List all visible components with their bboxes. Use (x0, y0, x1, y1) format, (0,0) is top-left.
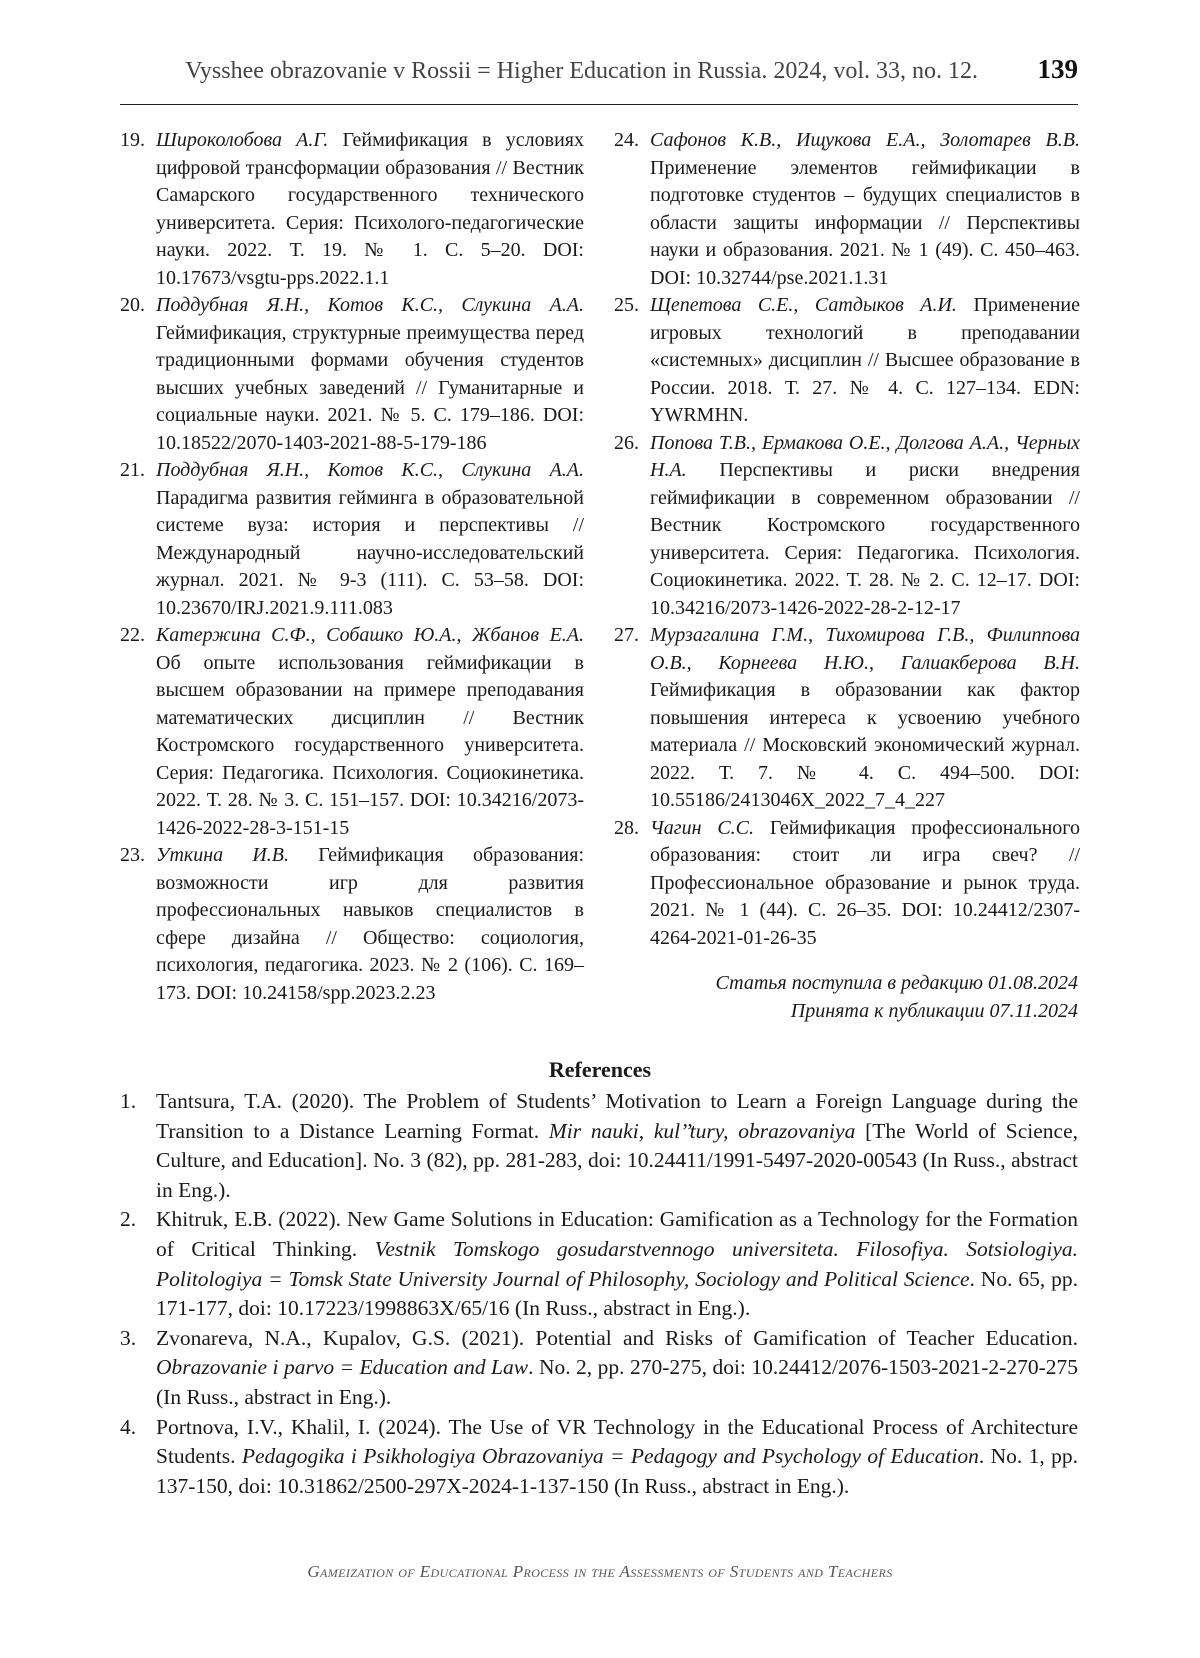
reference-journal: Mir nauki, kul’’tury, obrazovaniya (548, 1118, 856, 1143)
reference-authors: Попова Т.В., Ермакова О.Е., Долгова А.А., Черных Н.А. (650, 431, 1080, 481)
reference-details: . No. 1, pp. 137-150, doi: 10.31862/2500-297X-2024-1-137-150 (In Russ., abstract in Eng.). (156, 1444, 1078, 1498)
reference-item (120, 292, 584, 457)
right-column-references (614, 127, 1080, 952)
reference-number: 20. (120, 294, 145, 316)
running-footer: Gameization of Educational Process in the Assessments of Students and Teachers (307, 1562, 893, 1581)
reference-item (120, 127, 584, 292)
reference-text: Перспективы и риски внедрения геймификации в современном образовании // Вестник Костромского государственного университета. Серия: Педагогика. Психология. Социокинетика. 2022. Т. 28. № 2. С. 12–17. DOI: 10.34216/2073-1426-2022-28-2-12-17 (650, 459, 1080, 619)
english-references (120, 1087, 1078, 1501)
reference-authors: Сафонов К.В., Ищукова Е.А., Золотарев В.В. (650, 129, 1080, 151)
reference-text: Геймификация образования: возможности игр для развития профессиональных навыков специалистов в сфере дизайна // Общество: социология, психология, педагогика. 2023. № 2 (106). С. 169–173. DOI: 10.24158/spp.2023.2.23 (156, 844, 584, 1004)
reference-item (614, 127, 1080, 292)
reference-number: 26. (614, 431, 639, 454)
reference-number: 2. (120, 1207, 137, 1232)
reference-journal: Obrazovanie i parvo = Education and Law (156, 1355, 529, 1380)
reference-text: Геймификация в условиях цифровой трансформации образования // Вестник Самарского государственного технического университета. Серия: Психолого-педагогические науки. 2022. Т. 19. № 1. С. 5–20. DOI: 10.17673/vsgtu-pps.2022.1.1 (156, 129, 584, 289)
reference-text: Парадигма развития гейминга в образовательной системе вуза: история и перспективы // Международный научно-исследовательский журнал. 2021. № 9-3 (111). С. 53–58. DOI: 10.23670/IRJ.2021.9.111.083 (156, 486, 584, 619)
running-header (120, 52, 1078, 105)
reference-item (614, 622, 1080, 815)
reference-text: Khitruk, E.B. (2022). New Game Solutions in Education: Gamification as a Technology for the Formation of Critical Thinking. (156, 1207, 1078, 1261)
reference-item (120, 1324, 1078, 1413)
reference-text: Portnova, I.V., Khalil, I. (2024). The Use of VR Technology in the Educational Process of Architecture Students. (156, 1414, 1078, 1469)
left-column-references (120, 127, 584, 1007)
reference-item (120, 1205, 1078, 1323)
reference-number: 21. (120, 459, 145, 481)
reference-journal: Vestnik Tomskogo gosudarstvennogo universiteta. Filosofiya. Sotsiologiya. Politologiya = Tomsk State University Journal of Philosophy, Sociology and Political Science (156, 1236, 1078, 1291)
reference-text: Применение игровых технологий в преподавании «системных» дисциплин // Высшее образование в России. 2018. Т. 27. № 4. С. 127–134. EDN: YWRMHN. (650, 294, 1080, 426)
reference-item (120, 1413, 1078, 1502)
reference-number: 1. (120, 1089, 137, 1113)
reference-item (120, 622, 584, 842)
reference-authors: Поддубная Я.Н., Котов К.С., Слукина А.А. (156, 294, 584, 316)
reference-number: 3. (120, 1325, 137, 1350)
reference-number: 19. (120, 129, 145, 151)
reference-item (120, 842, 584, 1007)
reference-item (614, 815, 1080, 953)
reference-authors: Мурзагалина Г.М., Тихомирова Г.В., Филиппова О.В., Корнеева Н.Ю., Галиакберова В.Н. (650, 624, 1080, 674)
reference-authors: Щепетова С.Е., Сатдыков А.И. (650, 294, 957, 316)
reference-authors: Уткина И.В. (156, 844, 290, 866)
journal-header: Vysshee obrazovanie v Rossii = Higher Education in Russia. 2024, vol. 33, no. 12. (185, 58, 978, 84)
reference-authors: Широколобова А.Г. (156, 129, 329, 151)
reference-number: 27. (614, 624, 639, 646)
reference-authors: Чагин С.С. (650, 816, 755, 839)
reference-number: 22. (120, 624, 145, 646)
reference-authors: Поддубная Я.Н., Котов К.С., Слукина А.А. (156, 459, 584, 481)
reference-authors: Катержина С.Ф., Собашко Ю.А., Жбанов Е.А. (156, 624, 584, 646)
reference-text: Геймификация в образовании как фактор повышения интереса к усвоению учебного материала // Московский экономический журнал. 2022. Т. 7. № 4. С. 494–500. DOI: 10.55186/2413046X_2022_7_4_227 (650, 679, 1080, 811)
reference-text: Применение элементов геймификации в подготовке студентов – будущих специалистов в области защиты информации // Перспективы науки и образования. 2021. № 1 (49). С. 450–463. DOI: 10.32744/pse.2021.1.31 (650, 156, 1080, 289)
page-number: 139 (1037, 54, 1078, 84)
article-dates (716, 970, 1078, 1025)
reference-text: Zvonareva, N.A., Kupalov, G.S. (2021). Potential and Risks of Gamification of Teacher Education. (156, 1325, 1078, 1350)
reference-text: Геймификация профессионального образования: стоит ли игра свеч? // Профессиональное образование и рынок труда. 2021. № 1 (44). С. 26–35. DOI: 10.24412/2307-4264-2021-01-26-35 (650, 816, 1081, 949)
accepted-date: Принята к публикации 07.11.2024 (790, 999, 1078, 1022)
reference-item (614, 292, 1080, 430)
reference-item (614, 430, 1080, 623)
reference-number: 25. (614, 294, 639, 316)
reference-details: [The World of Science, Culture, and Education]. No. 3 (82), pp. 281-283, doi: 10.24411/1991-5497-2020-00543 (In Russ., abstract in Eng.). (156, 1118, 1079, 1202)
reference-details: . No. 2, pp. 270-275, doi: 10.24412/2076-1503-2021-2-270-275 (In Russ., abstract in Eng.). (156, 1355, 1078, 1409)
received-date: Статья поступила в редакцию 01.08.2024 (715, 972, 1078, 994)
reference-text: Геймификация, структурные преимущества перед традиционными формами обучения студентов высших учебных заведений // Гуманитарные и социальные науки. 2021. № 5. С. 179–186. DOI: 10.18522/2070-1403-2021-88-5-179-186 (156, 321, 584, 454)
reference-number: 24. (614, 129, 639, 151)
reference-text: Об опыте использования геймификации в высшем образовании на примере преподавания математических дисциплин // Вестник Костромского государственного университета. Серия: Педагогика. Психология. Социокинетика. 2022. Т. 28. № 3. С. 151–157. DOI: 10.34216/2073-1426-2022-28-3-151-15 (156, 651, 584, 839)
reference-item (120, 1087, 1078, 1205)
reference-journal: Pedagogika i Psikhologiya Obrazovaniya = Pedagogy and Psychology of Education (241, 1444, 979, 1469)
reference-number: 28. (614, 816, 639, 839)
reference-number: 23. (120, 844, 145, 866)
reference-item (120, 457, 584, 622)
reference-number: 4. (120, 1414, 137, 1439)
references-heading: References (548, 1057, 652, 1082)
reference-text: Tantsura, T.A. (2020). The Problem of Students’ Motivation to Learn a Foreign Language during the Transition to a Distance Learning Format. (156, 1089, 1078, 1143)
reference-details: . No. 65, pp. 171-177, doi: 10.17223/1998863X/65/16 (In Russ., abstract in Eng.). (156, 1266, 1078, 1321)
